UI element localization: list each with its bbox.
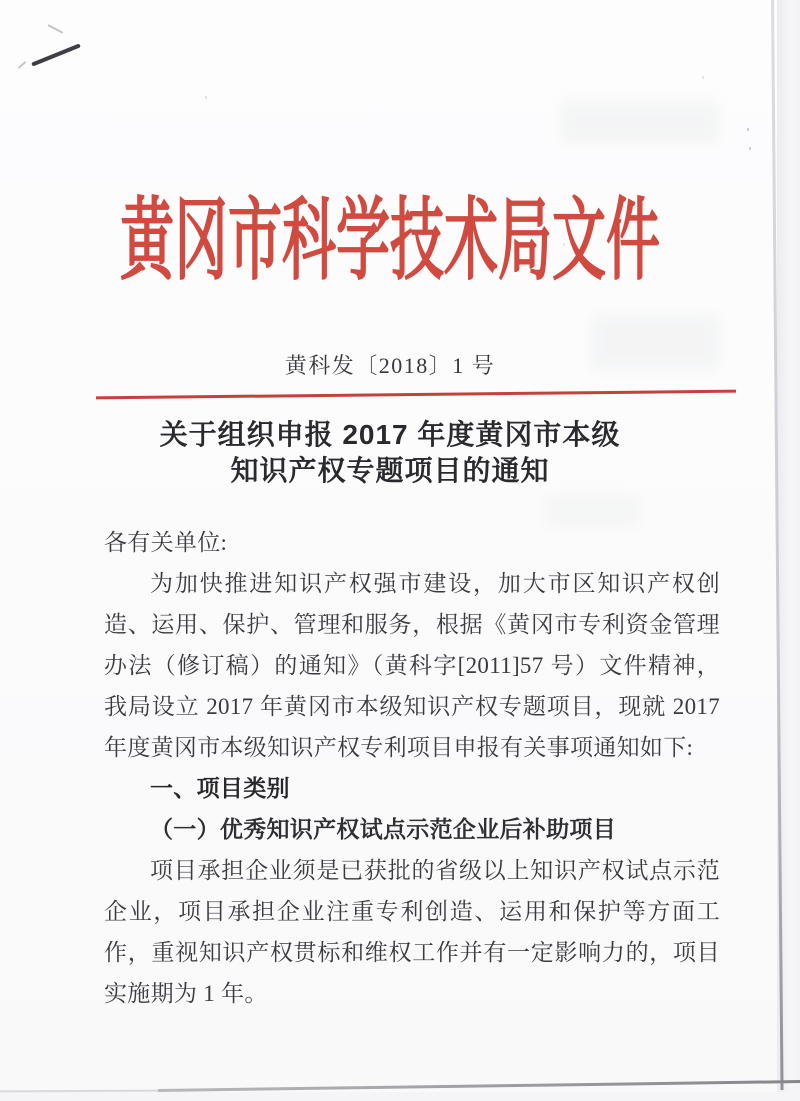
subsection-heading: （一）优秀知识产权试点示范企业后补助项目 [150, 817, 616, 842]
bleed-through-smudge [560, 100, 720, 144]
notice-title-line1: 关于组织申报 2017 年度黄冈市本级 [159, 419, 621, 450]
scan-speck [747, 128, 749, 131]
pen-mark [31, 43, 81, 66]
scan-speck [205, 96, 207, 99]
notice-title-line2: 知识产权专题项目的通知 [230, 455, 550, 486]
scanner-bed-bottom [0, 1092, 800, 1101]
red-divider-line [96, 390, 736, 400]
salutation: 各有关单位: [104, 530, 228, 555]
scan-speck [702, 76, 704, 79]
section-heading: 一、项目类别 [150, 775, 290, 801]
body-paragraph-2: 项目承担企业须是已获批的省级以上知识产权试点示范企业，项目承担企业注重专利创造、运用和保护等方面工作，重视知识产权贯标和维权工作并有一定影响力的，项目实施期为 1 年。 [104, 858, 720, 1006]
agency-letterhead-title: 黄冈市科学技术局文件 [120, 191, 660, 291]
pen-mark-faint [18, 61, 27, 69]
document-header [0, 191, 780, 291]
pen-mark-faint [48, 24, 64, 34]
body-paragraph-1: 为加快推进知识产权强市建设，加大市区知识产权创造、运用、保护、管理和服务，根据《黄冈市专利资金管理办法（修订稿）的通知》（黄科字[2011]57 号）文件精神，我局设立 2017 年黄冈市本级知识产权专题项目，现就 2017 年度黄冈市本级知识产权专利项目申报有关事项通知如下: [104, 571, 720, 760]
notice-title [0, 417, 780, 489]
scan-speck [749, 147, 751, 150]
document-body [104, 522, 720, 1014]
document-number: 黄科发〔2018〕1 号 [284, 353, 496, 378]
